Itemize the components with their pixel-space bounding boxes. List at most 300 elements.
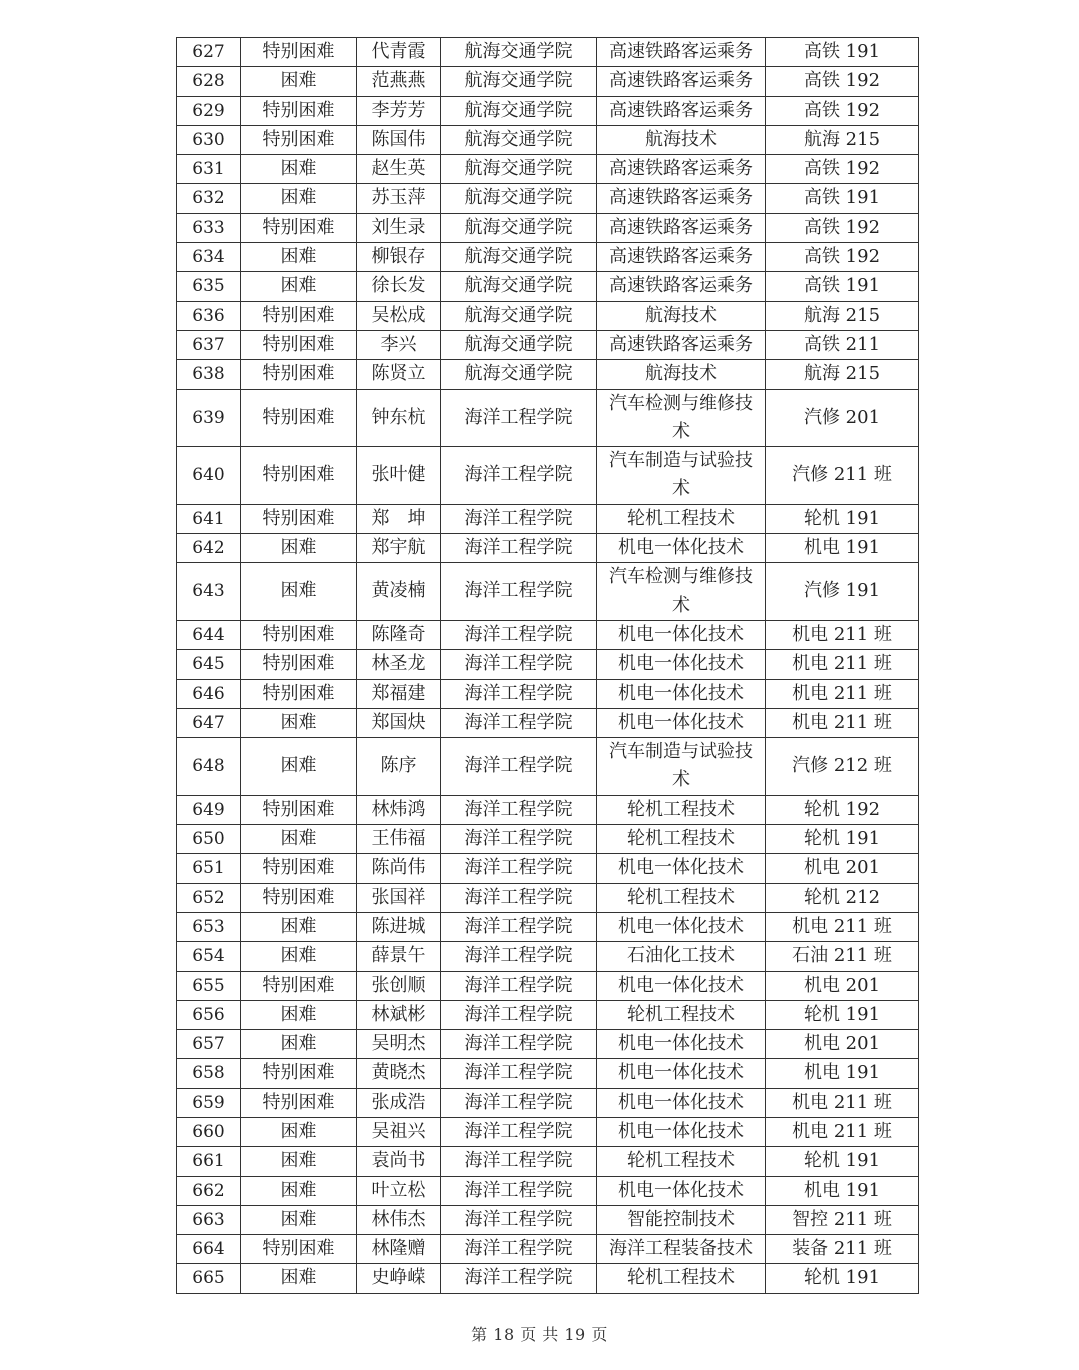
- difficulty-level-cell: 困难: [241, 825, 357, 854]
- major-text: 航海技术: [645, 128, 717, 150]
- table-row: [177, 1205, 919, 1234]
- difficulty-level-cell: 困难: [241, 708, 357, 737]
- student-name-cell: 范燕燕: [357, 67, 441, 96]
- difficulty-level-cell: 特别困难: [241, 679, 357, 708]
- major-text: 机电一体化技术: [618, 653, 744, 675]
- major-cell: [597, 971, 766, 1000]
- table-row: [177, 825, 919, 854]
- college-cell: 海洋工程学院: [441, 1000, 597, 1029]
- class-cell: 轮机 192: [766, 795, 919, 824]
- difficulty-level-cell: 困难: [241, 1000, 357, 1029]
- college-cell: 海洋工程学院: [441, 447, 597, 505]
- class-cell: 轮机 212: [766, 883, 919, 912]
- difficulty-level-cell: 特别困难: [241, 650, 357, 679]
- row-number-cell: 655: [177, 971, 241, 1000]
- college-cell: 航海交通学院: [441, 67, 597, 96]
- student-name-cell: 郑国炔: [357, 708, 441, 737]
- student-aid-table: [176, 37, 919, 1294]
- college-cell: 海洋工程学院: [441, 1117, 597, 1146]
- row-number-cell: 648: [177, 738, 241, 796]
- class-cell: 航海 215: [766, 125, 919, 154]
- difficulty-level-cell: 特别困难: [241, 504, 357, 533]
- class-cell: 汽修 191: [766, 563, 919, 621]
- major-text: 海洋工程装备技术: [609, 1238, 753, 1260]
- class-cell: 机电 211 班: [766, 1117, 919, 1146]
- row-number-cell: 650: [177, 825, 241, 854]
- college-cell: 航海交通学院: [441, 243, 597, 272]
- class-cell: 机电 201: [766, 971, 919, 1000]
- table-row: [177, 708, 919, 737]
- table-row: [177, 883, 919, 912]
- major-cell: [597, 738, 766, 796]
- class-cell: 汽修 211 班: [766, 447, 919, 505]
- difficulty-level-cell: 特别困难: [241, 389, 357, 447]
- class-cell: 高铁 191: [766, 184, 919, 213]
- table-row: [177, 795, 919, 824]
- major-cell: [597, 360, 766, 389]
- table-row: [177, 360, 919, 389]
- major-text: 石油化工技术: [627, 945, 735, 967]
- college-cell: 海洋工程学院: [441, 883, 597, 912]
- student-name-cell: 苏玉萍: [357, 184, 441, 213]
- table-row: [177, 912, 919, 941]
- table-row: [177, 679, 919, 708]
- student-name-cell: 张叶健: [357, 447, 441, 505]
- table-row: [177, 1264, 919, 1293]
- difficulty-level-cell: 困难: [241, 1147, 357, 1176]
- major-cell: [597, 708, 766, 737]
- student-name-cell: 林炜鸿: [357, 795, 441, 824]
- major-cell: [597, 1264, 766, 1293]
- college-cell: 海洋工程学院: [441, 389, 597, 447]
- major-cell: [597, 243, 766, 272]
- student-name-cell: 黄晓杰: [357, 1059, 441, 1088]
- table-row: [177, 650, 919, 679]
- college-cell: 海洋工程学院: [441, 971, 597, 1000]
- table-row: [177, 1117, 919, 1146]
- college-cell: 航海交通学院: [441, 301, 597, 330]
- major-cell: [597, 620, 766, 649]
- student-name-cell: 王伟福: [357, 825, 441, 854]
- class-cell: 航海 215: [766, 360, 919, 389]
- class-cell: 高铁 192: [766, 213, 919, 242]
- class-cell: 轮机 191: [766, 1147, 919, 1176]
- major-text: 汽车检测与维修技术: [609, 566, 753, 616]
- class-cell: 高铁 192: [766, 96, 919, 125]
- row-number-cell: 657: [177, 1030, 241, 1059]
- difficulty-level-cell: 特别困难: [241, 330, 357, 359]
- student-name-cell: 郑 坤: [357, 504, 441, 533]
- difficulty-level-cell: 困难: [241, 942, 357, 971]
- major-cell: [597, 38, 766, 67]
- table-row: [177, 1030, 919, 1059]
- class-cell: 机电 211 班: [766, 650, 919, 679]
- table-row: [177, 504, 919, 533]
- major-text: 高速铁路客运乘务: [609, 333, 753, 355]
- class-cell: 高铁 192: [766, 67, 919, 96]
- difficulty-level-cell: 困难: [241, 155, 357, 184]
- row-number-cell: 647: [177, 708, 241, 737]
- college-cell: 海洋工程学院: [441, 708, 597, 737]
- college-cell: 海洋工程学院: [441, 942, 597, 971]
- college-cell: 海洋工程学院: [441, 1205, 597, 1234]
- class-cell: 汽修 212 班: [766, 738, 919, 796]
- student-name-cell: 张成浩: [357, 1088, 441, 1117]
- difficulty-level-cell: 困难: [241, 243, 357, 272]
- student-name-cell: 林斌彬: [357, 1000, 441, 1029]
- row-number-cell: 643: [177, 563, 241, 621]
- major-text: 机电一体化技术: [618, 1062, 744, 1084]
- table-row: [177, 1147, 919, 1176]
- major-cell: [597, 1030, 766, 1059]
- student-name-cell: 郑宇航: [357, 534, 441, 563]
- major-cell: [597, 854, 766, 883]
- major-cell: [597, 650, 766, 679]
- class-cell: 机电 191: [766, 1059, 919, 1088]
- major-text: 航海技术: [645, 363, 717, 385]
- major-text: 轮机工程技术: [627, 1267, 735, 1289]
- student-name-cell: 林伟杰: [357, 1205, 441, 1234]
- college-cell: 海洋工程学院: [441, 854, 597, 883]
- student-name-cell: 陈国伟: [357, 125, 441, 154]
- student-name-cell: 林圣龙: [357, 650, 441, 679]
- college-cell: 海洋工程学院: [441, 1176, 597, 1205]
- row-number-cell: 658: [177, 1059, 241, 1088]
- table-row: [177, 155, 919, 184]
- major-text: 汽车制造与试验技术: [609, 450, 753, 500]
- class-cell: 高铁 211: [766, 330, 919, 359]
- college-cell: 海洋工程学院: [441, 1147, 597, 1176]
- college-cell: 海洋工程学院: [441, 620, 597, 649]
- college-cell: 海洋工程学院: [441, 563, 597, 621]
- table-row: [177, 620, 919, 649]
- college-cell: 海洋工程学院: [441, 1088, 597, 1117]
- college-cell: 航海交通学院: [441, 360, 597, 389]
- difficulty-level-cell: 困难: [241, 563, 357, 621]
- row-number-cell: 644: [177, 620, 241, 649]
- row-number-cell: 638: [177, 360, 241, 389]
- row-number-cell: 665: [177, 1264, 241, 1293]
- major-text: 机电一体化技术: [618, 1120, 744, 1142]
- major-text: 机电一体化技术: [618, 915, 744, 937]
- row-number-cell: 634: [177, 243, 241, 272]
- difficulty-level-cell: 困难: [241, 1176, 357, 1205]
- major-cell: [597, 155, 766, 184]
- major-cell: [597, 125, 766, 154]
- student-name-cell: 赵生英: [357, 155, 441, 184]
- class-cell: 机电 191: [766, 534, 919, 563]
- difficulty-level-cell: 特别困难: [241, 125, 357, 154]
- table-row: [177, 534, 919, 563]
- major-text: 轮机工程技术: [627, 507, 735, 529]
- college-cell: 航海交通学院: [441, 272, 597, 301]
- major-cell: [597, 389, 766, 447]
- major-text: 机电一体化技术: [618, 1091, 744, 1113]
- college-cell: 海洋工程学院: [441, 1059, 597, 1088]
- college-cell: 海洋工程学院: [441, 504, 597, 533]
- difficulty-level-cell: 特别困难: [241, 1059, 357, 1088]
- class-cell: 机电 211 班: [766, 912, 919, 941]
- student-name-cell: 薛景午: [357, 942, 441, 971]
- class-cell: 智控 211 班: [766, 1205, 919, 1234]
- difficulty-level-cell: 特别困难: [241, 447, 357, 505]
- row-number-cell: 651: [177, 854, 241, 883]
- student-name-cell: 李兴: [357, 330, 441, 359]
- table-row: [177, 389, 919, 447]
- table-row: [177, 1088, 919, 1117]
- row-number-cell: 633: [177, 213, 241, 242]
- row-number-cell: 642: [177, 534, 241, 563]
- row-number-cell: 654: [177, 942, 241, 971]
- table-row: [177, 971, 919, 1000]
- major-cell: [597, 563, 766, 621]
- table-row: [177, 1235, 919, 1264]
- student-name-cell: 陈贤立: [357, 360, 441, 389]
- table-row: [177, 67, 919, 96]
- class-cell: 装备 211 班: [766, 1235, 919, 1264]
- class-cell: 机电 191: [766, 1176, 919, 1205]
- row-number-cell: 636: [177, 301, 241, 330]
- major-text: 轮机工程技术: [627, 886, 735, 908]
- row-number-cell: 630: [177, 125, 241, 154]
- row-number-cell: 664: [177, 1235, 241, 1264]
- table-row: [177, 38, 919, 67]
- major-text: 机电一体化技术: [618, 1179, 744, 1201]
- major-text: 机电一体化技术: [618, 711, 744, 733]
- student-name-cell: 吴祖兴: [357, 1117, 441, 1146]
- class-cell: 高铁 192: [766, 243, 919, 272]
- major-cell: [597, 1235, 766, 1264]
- table-row: [177, 1000, 919, 1029]
- student-name-cell: 史峥嵘: [357, 1264, 441, 1293]
- college-cell: 海洋工程学院: [441, 534, 597, 563]
- college-cell: 海洋工程学院: [441, 1264, 597, 1293]
- major-text: 高速铁路客运乘务: [609, 187, 753, 209]
- difficulty-level-cell: 特别困难: [241, 1088, 357, 1117]
- table-row: [177, 1176, 919, 1205]
- major-cell: [597, 96, 766, 125]
- class-cell: 机电 211 班: [766, 679, 919, 708]
- major-text: 高速铁路客运乘务: [609, 158, 753, 180]
- difficulty-level-cell: 困难: [241, 534, 357, 563]
- difficulty-level-cell: 困难: [241, 1264, 357, 1293]
- class-cell: 石油 211 班: [766, 942, 919, 971]
- college-cell: 航海交通学院: [441, 330, 597, 359]
- difficulty-level-cell: 特别困难: [241, 620, 357, 649]
- student-name-cell: 钟东杭: [357, 389, 441, 447]
- college-cell: 海洋工程学院: [441, 650, 597, 679]
- row-number-cell: 649: [177, 795, 241, 824]
- difficulty-level-cell: 特别困难: [241, 971, 357, 1000]
- table-row: [177, 738, 919, 796]
- major-text: 智能控制技术: [627, 1208, 735, 1230]
- class-cell: 高铁 191: [766, 38, 919, 67]
- student-name-cell: 代青霞: [357, 38, 441, 67]
- row-number-cell: 645: [177, 650, 241, 679]
- row-number-cell: 660: [177, 1117, 241, 1146]
- college-cell: 航海交通学院: [441, 125, 597, 154]
- major-text: 高速铁路客运乘务: [609, 275, 753, 297]
- student-name-cell: 陈尚伟: [357, 854, 441, 883]
- difficulty-level-cell: 特别困难: [241, 38, 357, 67]
- major-cell: [597, 942, 766, 971]
- major-text: 机电一体化技术: [618, 1033, 744, 1055]
- major-text: 高速铁路客运乘务: [609, 246, 753, 268]
- row-number-cell: 627: [177, 38, 241, 67]
- major-text: 机电一体化技术: [618, 974, 744, 996]
- row-number-cell: 639: [177, 389, 241, 447]
- difficulty-level-cell: 困难: [241, 1030, 357, 1059]
- major-cell: [597, 1117, 766, 1146]
- student-name-cell: 吴明杰: [357, 1030, 441, 1059]
- major-cell: [597, 1176, 766, 1205]
- student-name-cell: 黄凌楠: [357, 563, 441, 621]
- table-row: [177, 243, 919, 272]
- row-number-cell: 646: [177, 679, 241, 708]
- table-row: [177, 272, 919, 301]
- row-number-cell: 632: [177, 184, 241, 213]
- major-text: 机电一体化技术: [618, 857, 744, 879]
- difficulty-level-cell: 困难: [241, 67, 357, 96]
- major-text: 航海技术: [645, 304, 717, 326]
- college-cell: 海洋工程学院: [441, 1235, 597, 1264]
- class-cell: 机电 211 班: [766, 1088, 919, 1117]
- major-cell: [597, 534, 766, 563]
- major-cell: [597, 795, 766, 824]
- major-cell: [597, 301, 766, 330]
- class-cell: 机电 211 班: [766, 620, 919, 649]
- student-name-cell: 柳银存: [357, 243, 441, 272]
- college-cell: 航海交通学院: [441, 38, 597, 67]
- table-row: [177, 125, 919, 154]
- college-cell: 航海交通学院: [441, 155, 597, 184]
- row-number-cell: 628: [177, 67, 241, 96]
- class-cell: 高铁 191: [766, 272, 919, 301]
- difficulty-level-cell: 特别困难: [241, 1235, 357, 1264]
- table-row: [177, 854, 919, 883]
- major-cell: [597, 447, 766, 505]
- difficulty-level-cell: 特别困难: [241, 301, 357, 330]
- difficulty-level-cell: 困难: [241, 738, 357, 796]
- student-name-cell: 张国祥: [357, 883, 441, 912]
- major-cell: [597, 213, 766, 242]
- student-name-cell: 陈隆奇: [357, 620, 441, 649]
- college-cell: 海洋工程学院: [441, 679, 597, 708]
- difficulty-level-cell: 困难: [241, 1205, 357, 1234]
- difficulty-level-cell: 困难: [241, 272, 357, 301]
- class-cell: 轮机 191: [766, 825, 919, 854]
- major-text: 汽车制造与试验技术: [609, 741, 753, 791]
- major-cell: [597, 67, 766, 96]
- table-row: [177, 213, 919, 242]
- major-cell: [597, 1088, 766, 1117]
- class-cell: 机电 201: [766, 854, 919, 883]
- row-number-cell: 652: [177, 883, 241, 912]
- student-name-cell: 徐长发: [357, 272, 441, 301]
- college-cell: 海洋工程学院: [441, 912, 597, 941]
- student-name-cell: 袁尚书: [357, 1147, 441, 1176]
- major-cell: [597, 912, 766, 941]
- difficulty-level-cell: 困难: [241, 1117, 357, 1146]
- table-row: [177, 184, 919, 213]
- student-name-cell: 张创顺: [357, 971, 441, 1000]
- difficulty-level-cell: 特别困难: [241, 883, 357, 912]
- row-number-cell: 631: [177, 155, 241, 184]
- major-text: 轮机工程技术: [627, 1150, 735, 1172]
- difficulty-level-cell: 特别困难: [241, 360, 357, 389]
- difficulty-level-cell: 特别困难: [241, 213, 357, 242]
- student-name-cell: 叶立松: [357, 1176, 441, 1205]
- major-cell: [597, 825, 766, 854]
- class-cell: 轮机 191: [766, 1264, 919, 1293]
- major-cell: [597, 883, 766, 912]
- table-row: [177, 563, 919, 621]
- college-cell: 航海交通学院: [441, 213, 597, 242]
- row-number-cell: 641: [177, 504, 241, 533]
- major-text: 高速铁路客运乘务: [609, 99, 753, 121]
- major-text: 轮机工程技术: [627, 798, 735, 820]
- student-name-cell: 李芳芳: [357, 96, 441, 125]
- difficulty-level-cell: 特别困难: [241, 96, 357, 125]
- table-row: [177, 301, 919, 330]
- major-text: 高速铁路客运乘务: [609, 70, 753, 92]
- major-cell: [597, 184, 766, 213]
- difficulty-level-cell: 特别困难: [241, 854, 357, 883]
- major-cell: [597, 1000, 766, 1029]
- college-cell: 海洋工程学院: [441, 825, 597, 854]
- college-cell: 海洋工程学院: [441, 738, 597, 796]
- student-name-cell: 郑福建: [357, 679, 441, 708]
- major-text: 汽车检测与维修技术: [609, 392, 753, 442]
- major-cell: [597, 272, 766, 301]
- row-number-cell: 637: [177, 330, 241, 359]
- college-cell: 航海交通学院: [441, 96, 597, 125]
- major-text: 高速铁路客运乘务: [609, 41, 753, 62]
- major-text: 轮机工程技术: [627, 828, 735, 850]
- row-number-cell: 662: [177, 1176, 241, 1205]
- table-row: [177, 447, 919, 505]
- college-cell: 海洋工程学院: [441, 795, 597, 824]
- college-cell: 航海交通学院: [441, 184, 597, 213]
- class-cell: 机电 211 班: [766, 708, 919, 737]
- major-cell: [597, 504, 766, 533]
- row-number-cell: 629: [177, 96, 241, 125]
- college-cell: 海洋工程学院: [441, 1030, 597, 1059]
- major-text: 高速铁路客运乘务: [609, 216, 753, 238]
- page-footer: 第 18 页 共 19 页: [471, 1325, 608, 1344]
- major-cell: [597, 679, 766, 708]
- row-number-cell: 661: [177, 1147, 241, 1176]
- difficulty-level-cell: 困难: [241, 912, 357, 941]
- class-cell: 高铁 192: [766, 155, 919, 184]
- table-row: [177, 1059, 919, 1088]
- class-cell: 轮机 191: [766, 504, 919, 533]
- student-name-cell: 陈序: [357, 738, 441, 796]
- difficulty-level-cell: 特别困难: [241, 795, 357, 824]
- class-cell: 轮机 191: [766, 1000, 919, 1029]
- row-number-cell: 635: [177, 272, 241, 301]
- row-number-cell: 656: [177, 1000, 241, 1029]
- student-name-cell: 陈进城: [357, 912, 441, 941]
- major-text: 机电一体化技术: [618, 623, 744, 645]
- major-cell: [597, 1147, 766, 1176]
- row-number-cell: 659: [177, 1088, 241, 1117]
- class-cell: 机电 201: [766, 1030, 919, 1059]
- major-text: 机电一体化技术: [618, 682, 744, 704]
- major-text: 机电一体化技术: [618, 537, 744, 559]
- table-row: [177, 942, 919, 971]
- student-name-cell: 林隆赠: [357, 1235, 441, 1264]
